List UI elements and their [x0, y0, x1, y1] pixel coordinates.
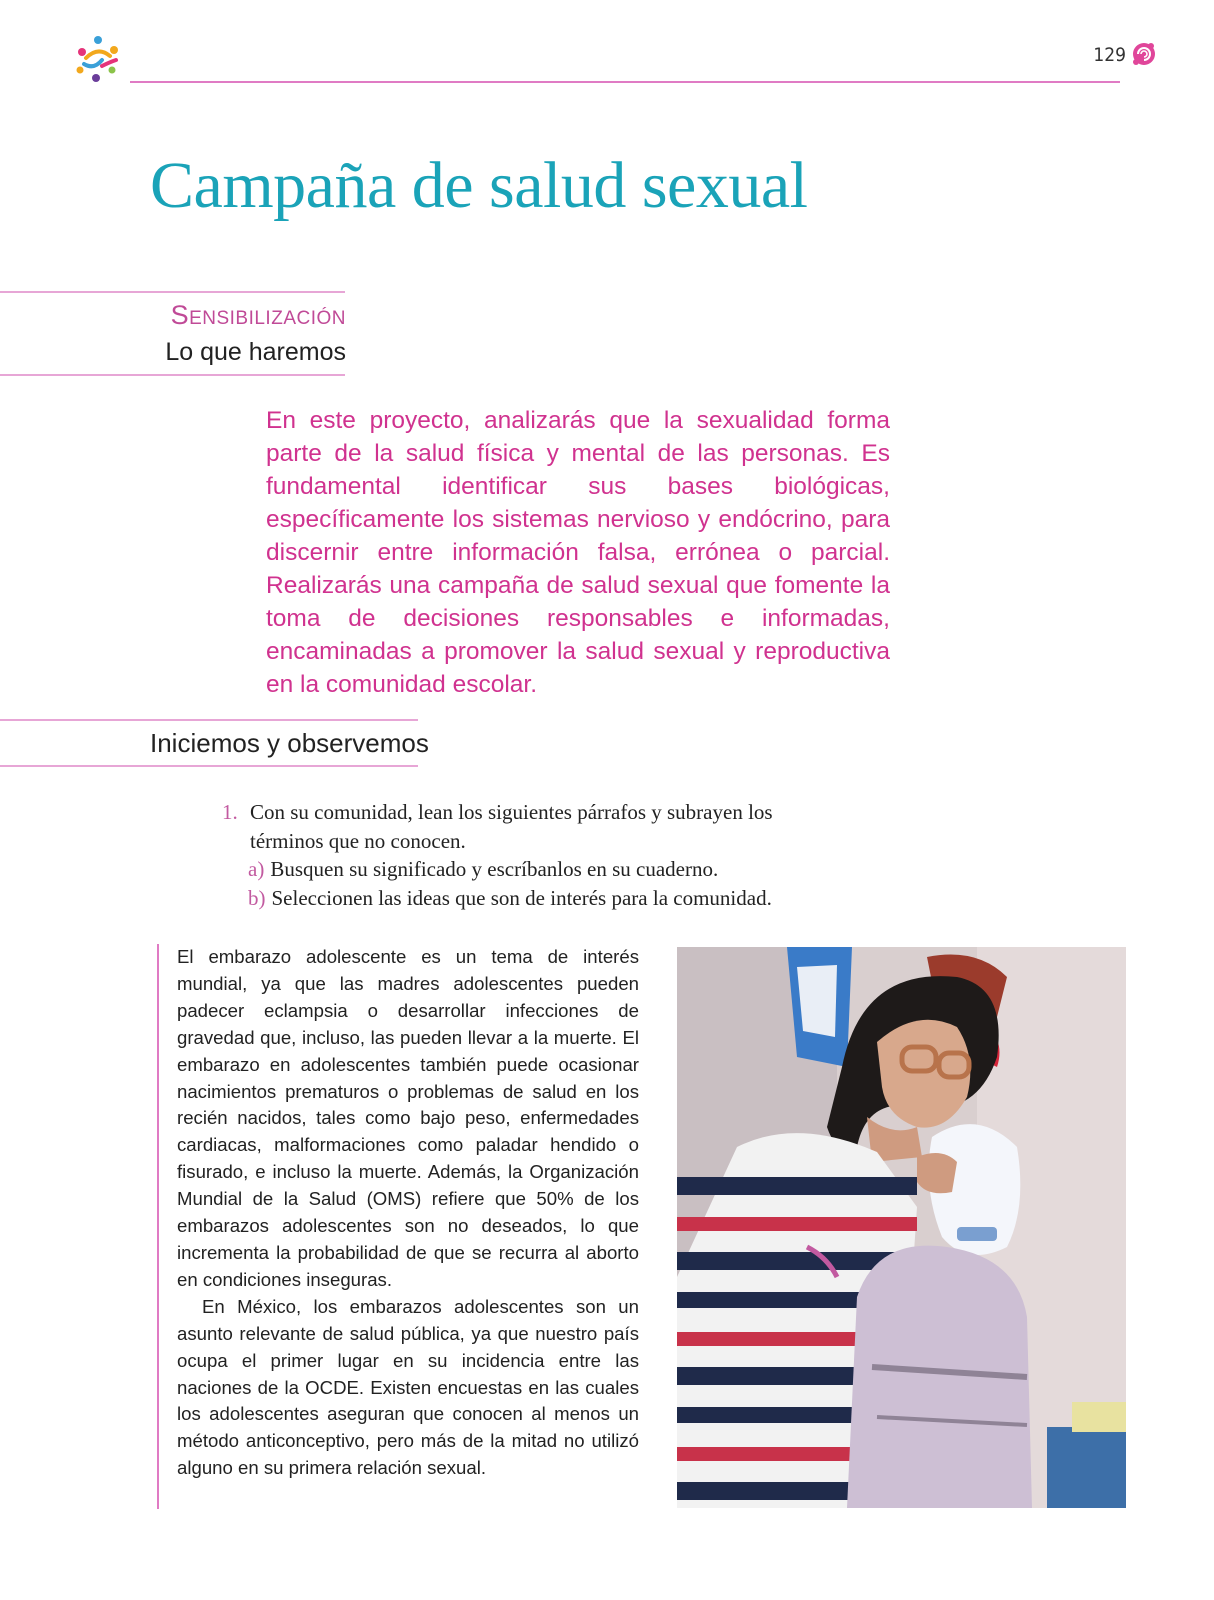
observe-rule-bottom	[0, 765, 418, 767]
subitem-text: Busquen su significado y escríbanlos en su cuaderno.	[270, 857, 719, 881]
header-rule	[130, 81, 1120, 83]
pink-glyph-ornament-icon	[1130, 40, 1158, 68]
page-number: 129	[1093, 44, 1126, 66]
observe-heading: Iniciemos y observemos	[150, 728, 429, 758]
instruction-subitem	[222, 855, 842, 884]
instruction-text: Con su comunidad, lean los siguientes párrafos y subrayen los términos que no conocen.	[250, 800, 773, 853]
subitem-letter: a)	[248, 857, 265, 881]
reading-text	[177, 944, 639, 1482]
reading-paragraph: En México, los embarazos adolescentes son un asunto relevante de salud pública, ya que nuestro país ocupa el primer lugar en su incidencia entre las naciones de la OCDE. Existen encuestas en las cuales los adolescentes aseguran que conocen al menos un método anticonceptivo, pero más de la mitad no utilizó alguno en su primera relación sexual.	[177, 1295, 639, 1479]
subitem-letter: b)	[248, 885, 266, 910]
photo-young-mother-with-diaper	[677, 947, 1126, 1508]
observe-rule-top	[0, 719, 418, 721]
instruction-subitem	[222, 884, 842, 913]
section-label: Sensibilización	[170, 300, 346, 330]
subitem-text: Seleccionen las ideas que son de interés para la comunidad.	[271, 885, 772, 910]
instructions-list	[222, 798, 842, 912]
subsection-label: Lo que haremos	[165, 338, 346, 366]
page-title: Campaña de salud sexual	[150, 149, 808, 222]
section-rule-top	[0, 291, 345, 293]
section-rule-bottom	[0, 374, 345, 376]
intro-paragraph: En este proyecto, analizarás que la sexualidad forma parte de la salud física y mental de las personas. Es fundamental identificar sus bases biológicas, específicamente los sistemas nervioso y endócrino, para discernir entre información falsa, errónea o parcial. Realizarás una campaña de salud sexual que fomente la toma de decisiones responsables e informadas, encaminadas a promover la salud sexual y reproductiva en la comunidad escolar.	[266, 407, 890, 698]
instruction-number: 1.	[222, 800, 238, 824]
reading-paragraph: El embarazo adolescente es un tema de interés mundial, ya que las madres adolescentes pueden padecer eclampsia o desarrollar infecciones de gravedad que, incluso, las pueden llevar a la muerte. El embarazo en adolescentes también puede ocasionar nacimientos prematuros o problemas de salud en los recién nacidos, tales como bajo peso, enfermedades cardiacas, malformaciones como paladar hendido o fisurado, e incluso la muerte. Además, la Organización Mundial de la Salud (OMS) refiere que 50% de los embarazos adolescentes son no deseados, lo que incrementa la probabilidad de que se recurra al aborto en condiciones inseguras.	[177, 946, 639, 1290]
instruction-item	[222, 798, 842, 855]
people-circle-logo-icon	[72, 34, 124, 84]
reading-margin-bar	[157, 944, 159, 1509]
